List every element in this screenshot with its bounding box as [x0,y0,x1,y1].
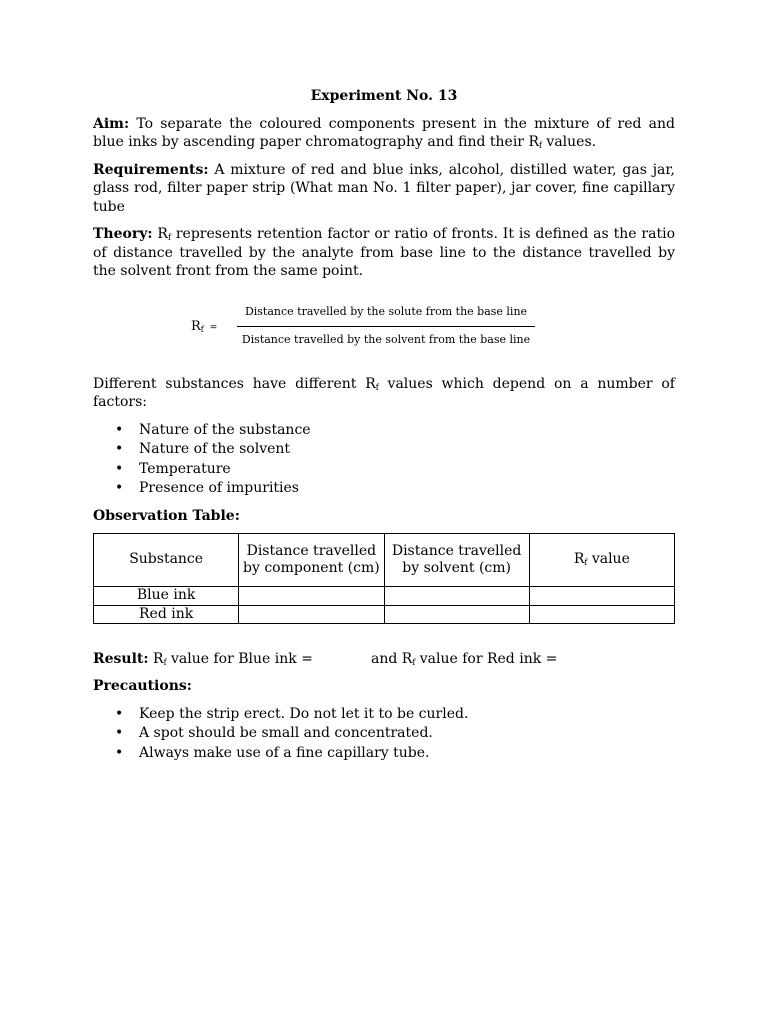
requirements-label: Requirements: [93,161,209,178]
result-red-rf: and R [371,651,413,667]
precaution-text: Always make use of a fine capillary tube. [139,744,430,761]
list-item [93,744,675,764]
bullet-icon: • [115,421,124,438]
theory-label: Theory: [93,226,153,242]
factor-text: Nature of the substance [139,421,311,438]
table-header-row [94,534,675,587]
table-row [94,605,675,624]
bullet-icon: • [115,725,124,741]
table-cell [529,587,674,606]
header-rf-value [529,534,674,587]
theory-paragraph [93,225,675,281]
bullet-icon: • [115,480,124,496]
precaution-text: A spot should be small and concentrated. [139,725,433,741]
table-cell [239,587,384,606]
aim-tail: values. [541,134,597,150]
table-row [94,587,675,606]
result-red [371,650,557,669]
result-blue-rf: R [148,651,164,667]
formula-rf-subscript: f [200,324,204,334]
observation-table-label: Observation Table: [93,507,240,524]
bullet-icon: • [115,705,124,722]
header-distance-solvent: Distance travelled by solvent (cm) [384,534,529,587]
theory-rf-subscript: f [167,233,171,242]
precaution-text: Keep the strip erect. Do not let it to be curled. [139,705,469,722]
header-rf-tail: value [587,551,630,568]
requirements-paragraph [93,161,675,217]
table-cell [239,605,384,624]
header-distance-component: Distance travelled by component (cm) [239,534,384,587]
formula-lhs [191,318,217,338]
header-rf-subscript: f [584,558,588,568]
bullet-icon: • [115,460,124,477]
list-item [93,479,675,499]
list-item [93,705,675,725]
list-item [93,460,675,480]
table-cell: Blue ink [94,587,239,606]
factor-text: Presence of impurities [139,480,299,496]
table-cell [384,605,529,624]
factor-text: Temperature [139,460,231,477]
list-item [93,440,675,460]
formula-equals: = [209,322,218,333]
result-red-subscript: f [412,658,416,667]
experiment-title: Experiment No. 13 [310,88,458,104]
factors-intro-text: values which depend on a number of factors: [93,375,675,410]
header-substance: Substance [94,534,239,587]
bullet-icon: • [115,744,124,761]
theory-rf: R [152,226,168,242]
aim-rf-subscript: f [539,141,542,150]
list-item [93,421,675,441]
result-label: Result: [93,651,149,667]
factors-intro [93,375,675,412]
result-blue-subscript: f [163,658,167,667]
requirements-text: A mixture of red and blue inks, alcohol, distilled water, gas jar, glass rod, filter paper strip (What man No. 1 filter paper), jar cover, fine capillary tube [93,161,675,215]
precautions-label: Precautions: [93,678,192,694]
rf-formula [93,305,675,353]
aim-label: Aim: [93,115,130,132]
observation-table [93,533,675,624]
factor-text: Nature of the solvent [139,441,291,457]
factors-intro-pre: Different substances have different R [93,375,376,392]
result-red-text: value for Red ink = [415,651,558,667]
fraction-bar [237,326,535,327]
result-blue-text: value for Blue ink = [166,651,313,667]
theory-text: represents retention factor or ratio of fronts. It is defined as the ratio of distance travelled by the analyte from base line to the distance travelled by the solvent front from the same point. [93,226,676,279]
table-cell: Red ink [94,605,239,624]
formula-numerator: Distance travelled by the solute from the base line [244,304,528,318]
bullet-icon: • [115,441,124,457]
aim-text: To separate the coloured components present in the mixture of red and blue inks by ascending paper chromatography and find their R [93,115,675,150]
table-cell [529,605,674,624]
result-blue [93,650,313,669]
aim-paragraph [93,115,675,152]
result-line [93,650,675,668]
list-item [93,724,675,744]
header-rf: R [573,551,585,568]
factors-rf-subscript: f [375,382,379,392]
formula-rf: R [191,318,201,334]
formula-denominator: Distance travelled by the solvent from the base line [241,332,531,346]
factors-list [93,421,675,499]
table-cell [384,587,529,606]
precautions-list [93,705,675,764]
document-content [93,87,675,771]
